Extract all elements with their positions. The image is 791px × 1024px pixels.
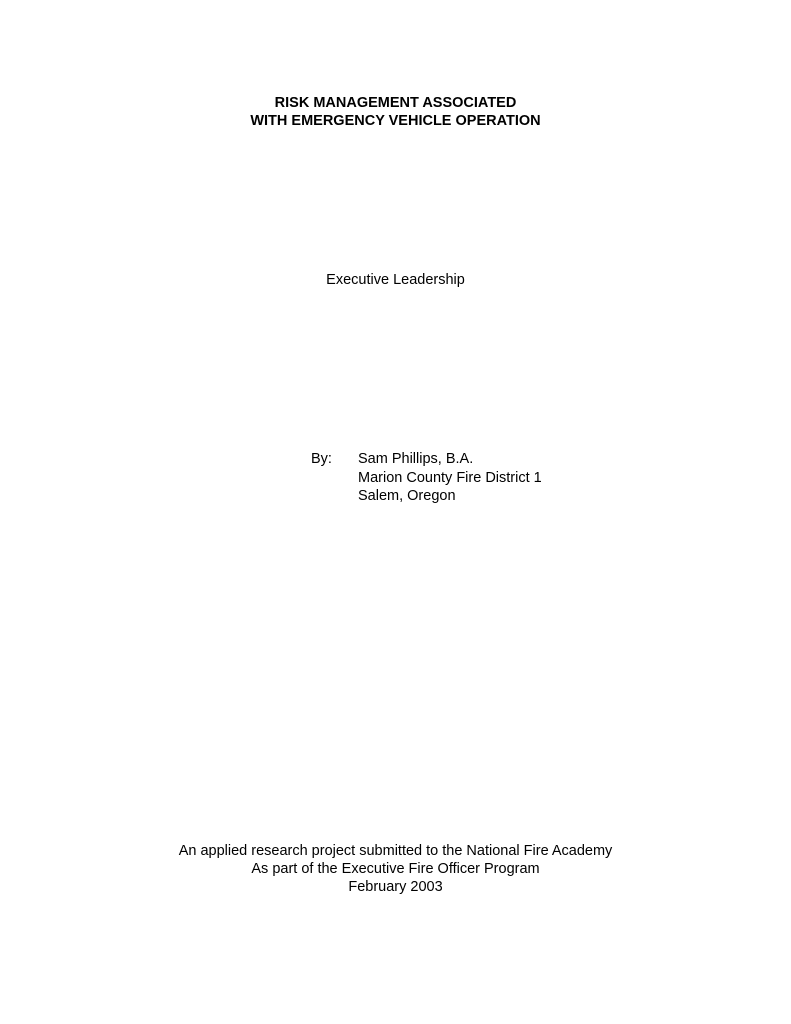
document-title bbox=[0, 94, 791, 130]
submission-date: February 2003 bbox=[348, 879, 443, 895]
title-line-2: WITH EMERGENCY VEHICLE OPERATION bbox=[250, 113, 541, 129]
submission-line-1: An applied research project submitted to the National Fire Academy bbox=[178, 843, 613, 859]
author-name: Sam Phillips, B.A. bbox=[358, 451, 474, 467]
author-details bbox=[358, 450, 542, 506]
course-subject: Executive Leadership bbox=[326, 272, 465, 288]
submission-line-2: As part of the Executive Fire Officer Program bbox=[251, 861, 540, 877]
author-location: Salem, Oregon bbox=[358, 488, 456, 504]
author-organization: Marion County Fire District 1 bbox=[358, 469, 542, 486]
by-label: By: bbox=[311, 451, 332, 467]
submission-statement bbox=[0, 842, 791, 896]
title-line-1: RISK MANAGEMENT ASSOCIATED bbox=[274, 95, 517, 111]
